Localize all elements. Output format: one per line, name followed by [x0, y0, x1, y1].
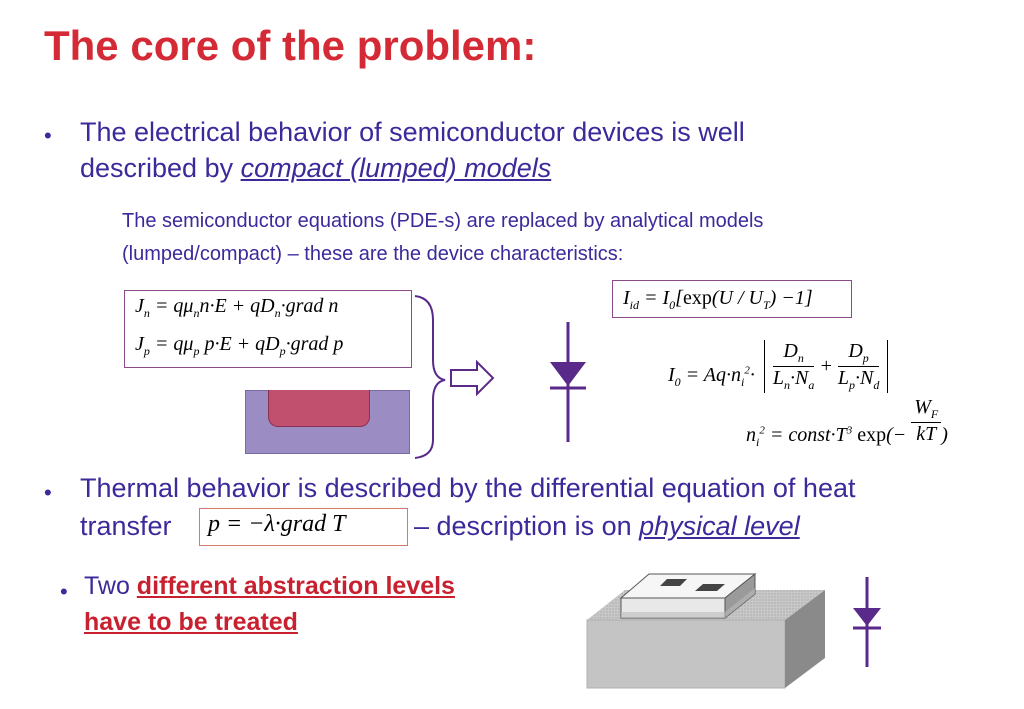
- bullet-1-line-2: [80, 150, 551, 186]
- page-title: The core of the problem:: [44, 22, 537, 69]
- jn-equation: $J_n = q\mu_nn\cdot E$ + $qD_n\cdot grad$ n: [135, 295, 339, 320]
- diode-icon-small: [845, 575, 890, 670]
- bullet-3-line-1: [84, 568, 455, 604]
- device-diffusion: [268, 390, 370, 427]
- chip-3d-illustration: [585, 560, 845, 690]
- diode-icon: [550, 322, 586, 442]
- current-density-equations: [124, 290, 412, 368]
- bullet-dot-2: •: [44, 480, 52, 505]
- saturation-current-equation: $I_0 = Aq\cdot n_i^2\cdot$ $\frac{D_n}{L_n\cdot N_a}$ + $\frac{D_p}{L_p\cdot N_d}$: [668, 340, 888, 393]
- bullet-1-line-1: The electrical behavior of semiconductor devices is well: [80, 117, 745, 147]
- subtext-line-2: (lumped/compact) – these are the device characteristics:: [122, 243, 624, 265]
- bullet-dot-1: •: [44, 123, 52, 148]
- abstraction-levels-emphasis: different abstraction levels: [136, 572, 455, 600]
- heatsink-front: [587, 620, 785, 688]
- bullet-3-prefix: Two: [84, 572, 137, 600]
- bullet-2-prefix: transfer: [80, 511, 172, 541]
- right-brace-icon: [415, 296, 445, 458]
- compact-models-link[interactable]: compact (lumped) models: [240, 153, 552, 183]
- bullet-2-line-2: [414, 508, 800, 544]
- jp-equation: $J_p = q\mu_p$ $p\cdot E + qD_p\cdot grad$ p: [135, 333, 344, 358]
- bullet-2-line-1: Thermal behavior is described by the differential equation of heat: [80, 473, 856, 503]
- diode-current-equation: $I_{id} = I_0[\exp(U / U_T) -1]$: [612, 280, 852, 318]
- bullet-2-middle: – description is on: [414, 511, 640, 541]
- bullet-3-line-2: have to be treated: [84, 608, 298, 636]
- heat-transfer-equation: p = −λ·grad T: [199, 508, 408, 546]
- bullet-1-prefix: described by: [80, 153, 241, 183]
- bullet-dot-3: •: [60, 579, 68, 604]
- physical-level-link[interactable]: physical level: [639, 511, 800, 541]
- implies-arrow-icon: [451, 362, 493, 394]
- subtext-line-1: The semiconductor equations (PDE-s) are replaced by analytical models: [122, 210, 764, 232]
- intrinsic-density-equation: $n_i^2$ = $const\cdot T^3$ exp(− $\frac{W_F}{kT}$ ): [746, 396, 948, 449]
- brace-arrow-diode: [405, 290, 595, 460]
